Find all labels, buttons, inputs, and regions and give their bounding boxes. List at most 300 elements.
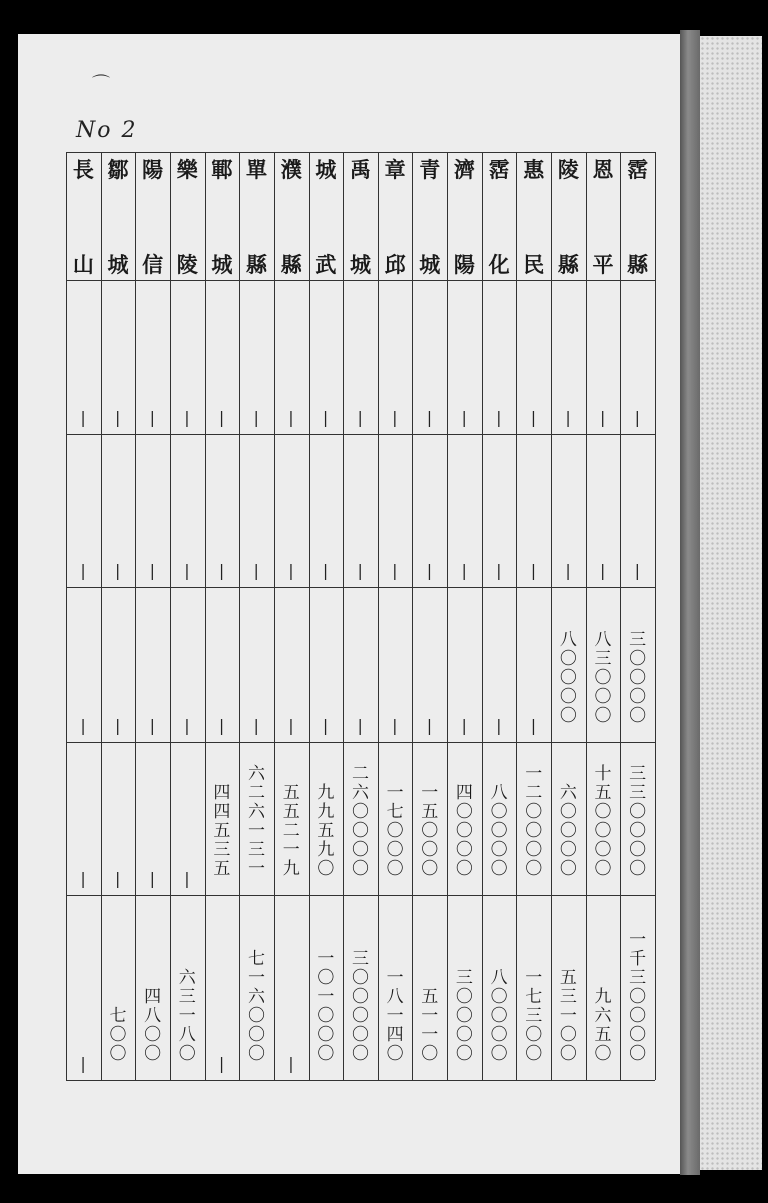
place-name <box>135 158 170 276</box>
value-cell <box>239 765 274 879</box>
empty-dash: | <box>357 408 363 427</box>
value-char: 〇 <box>559 706 577 726</box>
value-cell <box>586 988 621 1064</box>
value-char: 六 <box>248 802 266 822</box>
empty-dash: | <box>253 716 259 735</box>
value-char: 一 <box>525 764 543 784</box>
next-page-edge <box>700 36 762 1170</box>
value-char: 〇 <box>525 859 543 879</box>
value-cell <box>516 765 551 879</box>
value-char: 〇 <box>455 840 473 860</box>
table-row-rule <box>66 152 655 153</box>
value-char: 〇 <box>317 859 335 879</box>
value-char: 〇 <box>559 668 577 688</box>
table-column-rule <box>239 152 240 1080</box>
value-char: 七 <box>386 802 404 822</box>
value-char: 三 <box>629 968 647 988</box>
value-cell <box>447 784 482 879</box>
empty-dash: | <box>322 561 329 580</box>
value-char: 八 <box>594 630 612 650</box>
place-char: 縣 <box>627 252 649 277</box>
value-char: 一 <box>282 840 300 860</box>
value-char: 五 <box>282 783 300 803</box>
page-number: No 2 <box>76 118 138 143</box>
value-char: 〇 <box>386 1044 404 1064</box>
empty-dash: | <box>565 408 571 427</box>
value-char: 〇 <box>248 1025 266 1045</box>
value-char: 四 <box>386 1025 404 1045</box>
table-column-rule <box>378 152 379 1080</box>
table-column-rule <box>274 152 275 1080</box>
place-char: 山 <box>72 252 94 277</box>
empty-dash: | <box>288 716 294 735</box>
value-char: 〇 <box>144 1025 162 1045</box>
value-char: 〇 <box>525 802 543 822</box>
place-char: 章 <box>384 157 406 182</box>
empty-dash: | <box>288 408 294 427</box>
value-char: 三 <box>178 987 196 1007</box>
table-column-rule <box>205 152 206 1080</box>
value-char: 一 <box>629 930 647 950</box>
value-char: 一 <box>248 821 266 841</box>
place-name <box>274 158 309 276</box>
place-char: 城 <box>211 252 233 277</box>
value-char: 六 <box>594 1006 612 1026</box>
place-name <box>239 158 274 276</box>
value-char: 〇 <box>490 840 508 860</box>
empty-dash: | <box>426 561 433 580</box>
value-char: 〇 <box>455 1006 473 1026</box>
value-char: 四 <box>455 783 473 803</box>
value-char: 〇 <box>490 987 508 1007</box>
empty-dash: | <box>114 716 121 735</box>
value-char: 〇 <box>455 821 473 841</box>
place-name <box>378 158 413 276</box>
binding-shadow <box>680 30 700 1175</box>
value-cell <box>551 631 586 726</box>
value-char: 一 <box>386 783 404 803</box>
value-cell <box>135 988 170 1064</box>
value-char: 〇 <box>629 1006 647 1026</box>
empty-dash: | <box>392 408 398 427</box>
value-char: 二 <box>525 783 543 803</box>
value-char: 〇 <box>351 859 369 879</box>
empty-dash: | <box>530 561 537 580</box>
value-char: 六 <box>351 783 369 803</box>
value-cell <box>516 969 551 1064</box>
value-char: 〇 <box>455 859 473 879</box>
value-cell <box>343 765 378 879</box>
table-row-rule <box>66 280 655 281</box>
value-char: 六 <box>248 987 266 1007</box>
place-name <box>516 158 551 276</box>
empty-dash: | <box>461 561 467 580</box>
empty-dash: | <box>114 408 121 427</box>
value-char: 一 <box>525 968 543 988</box>
value-char: 〇 <box>594 859 612 879</box>
value-char: 九 <box>594 987 612 1007</box>
value-char: 〇 <box>351 987 369 1007</box>
value-char: 〇 <box>525 821 543 841</box>
value-char: 〇 <box>351 1025 369 1045</box>
value-char: 三 <box>213 840 231 860</box>
value-char: 〇 <box>455 1044 473 1064</box>
table-row-rule <box>66 742 655 743</box>
value-char: 〇 <box>455 802 473 822</box>
place-name <box>66 158 101 276</box>
empty-dash: | <box>461 408 467 427</box>
value-char: 三 <box>351 949 369 969</box>
empty-dash: | <box>218 716 225 735</box>
empty-dash: | <box>184 561 190 580</box>
value-char: 〇 <box>351 821 369 841</box>
empty-dash: | <box>322 408 329 427</box>
value-char: 〇 <box>629 802 647 822</box>
empty-dash: | <box>530 408 537 427</box>
empty-dash: | <box>218 561 225 580</box>
value-cell <box>239 950 274 1064</box>
value-cell <box>482 969 517 1064</box>
place-char: 霑 <box>488 157 510 182</box>
value-cell <box>378 969 413 1064</box>
empty-dash: | <box>634 561 641 580</box>
value-char: 七 <box>109 1006 127 1026</box>
value-char: 三 <box>248 840 266 860</box>
value-cell <box>620 931 655 1064</box>
value-char: 〇 <box>490 1044 508 1064</box>
value-char: 八 <box>490 783 508 803</box>
empty-dash: | <box>392 561 398 580</box>
value-char: 〇 <box>629 821 647 841</box>
place-char: 城 <box>107 252 129 277</box>
table-column-rule <box>447 152 448 1080</box>
empty-dash: | <box>114 869 121 888</box>
place-char: 縣 <box>557 252 579 277</box>
value-cell <box>586 765 621 879</box>
empty-dash: | <box>80 716 86 735</box>
value-cell <box>412 784 447 879</box>
value-char: 〇 <box>629 649 647 669</box>
value-char: 六 <box>559 783 577 803</box>
place-char: 鄆 <box>211 157 233 182</box>
value-char: 〇 <box>317 1006 335 1026</box>
value-cell <box>412 988 447 1064</box>
place-char: 樂 <box>176 157 198 182</box>
value-char: 七 <box>525 987 543 1007</box>
place-name <box>447 158 482 276</box>
value-char: 一 <box>421 783 439 803</box>
value-char: 〇 <box>317 1025 335 1045</box>
place-char: 城 <box>349 252 371 277</box>
value-char: 四 <box>144 987 162 1007</box>
value-char: 五 <box>213 821 231 841</box>
value-char: 八 <box>178 1025 196 1045</box>
table-column-rule <box>101 152 102 1080</box>
pen-mark: ⌒ <box>92 74 110 95</box>
place-char: 陵 <box>557 157 579 182</box>
place-name <box>620 158 655 276</box>
value-char: 一 <box>248 859 266 879</box>
value-char: 〇 <box>490 859 508 879</box>
value-char: 〇 <box>594 668 612 688</box>
value-char: 五 <box>282 802 300 822</box>
value-char: 〇 <box>629 987 647 1007</box>
table-column-rule <box>170 152 171 1080</box>
value-char: 一 <box>248 968 266 988</box>
value-cell <box>620 765 655 879</box>
table-column-rule <box>309 152 310 1080</box>
table-column-rule <box>586 152 587 1080</box>
empty-dash: | <box>426 716 433 735</box>
place-name <box>586 158 621 276</box>
value-char: 〇 <box>559 821 577 841</box>
value-cell <box>170 969 205 1064</box>
value-char: 〇 <box>629 859 647 879</box>
value-cell <box>309 950 344 1064</box>
empty-dash: | <box>392 716 398 735</box>
value-char: 〇 <box>455 987 473 1007</box>
table-column-rule <box>135 152 136 1080</box>
value-char: 〇 <box>559 802 577 822</box>
value-char: 六 <box>248 764 266 784</box>
place-char: 青 <box>419 157 441 182</box>
value-char: 三 <box>559 987 577 1007</box>
place-char: 陵 <box>176 252 198 277</box>
empty-dash: | <box>496 408 502 427</box>
value-char: 八 <box>144 1006 162 1026</box>
place-char: 長 <box>72 157 94 182</box>
value-char: 〇 <box>178 1044 196 1064</box>
place-char: 陽 <box>453 252 475 277</box>
value-char: 三 <box>629 630 647 650</box>
value-char: 一 <box>386 968 404 988</box>
empty-dash: | <box>149 869 155 888</box>
value-char: 八 <box>559 630 577 650</box>
empty-dash: | <box>80 869 86 888</box>
value-char: 二 <box>248 783 266 803</box>
value-char: 八 <box>386 987 404 1007</box>
value-char: 二 <box>282 821 300 841</box>
value-cell <box>205 784 240 879</box>
value-cell <box>551 969 586 1064</box>
table-column-rule <box>516 152 517 1080</box>
table-column-rule <box>551 152 552 1080</box>
place-char: 邱 <box>384 252 406 277</box>
place-char: 縣 <box>246 252 268 277</box>
value-cell <box>447 969 482 1064</box>
value-char: 〇 <box>109 1044 127 1064</box>
value-char: 三 <box>455 968 473 988</box>
empty-dash: | <box>149 716 155 735</box>
value-char: 〇 <box>559 649 577 669</box>
value-char: 五 <box>421 802 439 822</box>
empty-dash: | <box>496 716 502 735</box>
table-column-rule <box>482 152 483 1080</box>
empty-dash: | <box>253 561 259 580</box>
value-char: 一 <box>559 1006 577 1026</box>
value-char: 二 <box>351 764 369 784</box>
place-char: 縣 <box>280 252 302 277</box>
value-char: 九 <box>317 840 335 860</box>
empty-dash: | <box>218 1054 225 1073</box>
value-char: 〇 <box>490 821 508 841</box>
value-char: 〇 <box>386 859 404 879</box>
place-char: 信 <box>142 252 164 277</box>
empty-dash: | <box>184 869 190 888</box>
value-cell <box>586 631 621 726</box>
value-cell <box>551 784 586 879</box>
empty-dash: | <box>80 1054 86 1073</box>
value-char: 十 <box>594 764 612 784</box>
place-char: 惠 <box>523 157 545 182</box>
value-char: 〇 <box>525 1025 543 1045</box>
value-char: 〇 <box>629 1025 647 1045</box>
table-column-rule <box>66 152 67 1080</box>
value-char: 〇 <box>109 1025 127 1045</box>
value-char: 〇 <box>525 840 543 860</box>
value-char: 四 <box>213 802 231 822</box>
value-char: 三 <box>594 649 612 669</box>
value-char: 〇 <box>629 1044 647 1064</box>
place-name <box>482 158 517 276</box>
value-char: 〇 <box>144 1044 162 1064</box>
table-row-rule <box>66 434 655 435</box>
value-char: 〇 <box>248 1044 266 1064</box>
value-char: 一 <box>317 987 335 1007</box>
place-char: 武 <box>315 252 337 277</box>
empty-dash: | <box>530 716 537 735</box>
value-char: 〇 <box>490 1025 508 1045</box>
value-char: 〇 <box>594 802 612 822</box>
empty-dash: | <box>184 716 190 735</box>
empty-dash: | <box>184 408 190 427</box>
table-column-rule <box>343 152 344 1080</box>
place-char: 禹 <box>349 157 371 182</box>
empty-dash: | <box>634 408 641 427</box>
value-char: 一 <box>178 1006 196 1026</box>
value-char: 六 <box>178 968 196 988</box>
place-name <box>205 158 240 276</box>
table-row-rule <box>66 1080 655 1081</box>
empty-dash: | <box>80 408 86 427</box>
value-char: 五 <box>213 859 231 879</box>
value-char: 〇 <box>629 668 647 688</box>
empty-dash: | <box>357 716 363 735</box>
empty-dash: | <box>114 561 121 580</box>
table-column-rule <box>655 152 656 1080</box>
place-name <box>412 158 447 276</box>
value-char: 五 <box>317 821 335 841</box>
value-char: 〇 <box>351 968 369 988</box>
place-char: 霑 <box>627 157 649 182</box>
value-char: 〇 <box>629 840 647 860</box>
empty-dash: | <box>461 716 467 735</box>
empty-dash: | <box>322 716 329 735</box>
value-char: 〇 <box>490 802 508 822</box>
value-char: 〇 <box>525 1044 543 1064</box>
value-char: 〇 <box>629 706 647 726</box>
value-char: 一 <box>317 949 335 969</box>
value-char: 〇 <box>559 1044 577 1064</box>
value-cell <box>343 950 378 1064</box>
place-name <box>309 158 344 276</box>
value-char: 〇 <box>421 1044 439 1064</box>
table-row-rule <box>66 587 655 588</box>
value-char: 三 <box>525 1006 543 1026</box>
value-char: 〇 <box>351 802 369 822</box>
table-row-rule <box>66 895 655 896</box>
place-char: 陽 <box>142 157 164 182</box>
value-char: 千 <box>629 949 647 969</box>
value-cell <box>620 631 655 726</box>
place-char: 民 <box>523 252 545 277</box>
value-char: 九 <box>282 859 300 879</box>
value-char: 〇 <box>386 840 404 860</box>
empty-dash: | <box>600 561 606 580</box>
value-char: 〇 <box>594 840 612 860</box>
value-char: 〇 <box>559 687 577 707</box>
value-char: 〇 <box>559 1025 577 1045</box>
place-char: 濮 <box>280 157 302 182</box>
table-column-rule <box>412 152 413 1080</box>
value-char: 五 <box>594 1025 612 1045</box>
empty-dash: | <box>496 561 502 580</box>
value-char: 〇 <box>351 1044 369 1064</box>
empty-dash: | <box>149 408 155 427</box>
value-char: 一 <box>421 1025 439 1045</box>
place-char: 鄒 <box>107 157 129 182</box>
place-char: 濟 <box>453 157 475 182</box>
statistics-table <box>66 152 655 1080</box>
place-char: 平 <box>592 252 614 277</box>
value-cell <box>482 784 517 879</box>
empty-dash: | <box>80 561 86 580</box>
empty-dash: | <box>253 408 259 427</box>
place-name <box>101 158 136 276</box>
empty-dash: | <box>426 408 433 427</box>
value-char: 八 <box>490 968 508 988</box>
value-char: 五 <box>594 783 612 803</box>
place-char: 城 <box>419 252 441 277</box>
value-char: 〇 <box>594 706 612 726</box>
value-char: 〇 <box>317 1044 335 1064</box>
value-char: 九 <box>317 802 335 822</box>
place-name <box>551 158 586 276</box>
value-char: 〇 <box>559 859 577 879</box>
value-char: 〇 <box>421 821 439 841</box>
value-char: 四 <box>213 783 231 803</box>
value-char: 〇 <box>421 859 439 879</box>
value-char: 〇 <box>594 1044 612 1064</box>
place-char: 恩 <box>592 157 614 182</box>
value-char: 〇 <box>317 968 335 988</box>
value-cell <box>309 784 344 879</box>
value-char: 〇 <box>559 840 577 860</box>
value-char: 一 <box>386 1006 404 1026</box>
value-char: 〇 <box>421 840 439 860</box>
value-char: 〇 <box>455 1025 473 1045</box>
value-char: 三 <box>629 764 647 784</box>
value-char: 〇 <box>351 840 369 860</box>
value-char: 〇 <box>594 687 612 707</box>
place-name <box>170 158 205 276</box>
value-cell <box>101 1007 136 1064</box>
value-cell <box>378 784 413 879</box>
value-char: 〇 <box>248 1006 266 1026</box>
value-char: 〇 <box>490 1006 508 1026</box>
place-char: 化 <box>488 252 510 277</box>
place-char: 城 <box>315 157 337 182</box>
